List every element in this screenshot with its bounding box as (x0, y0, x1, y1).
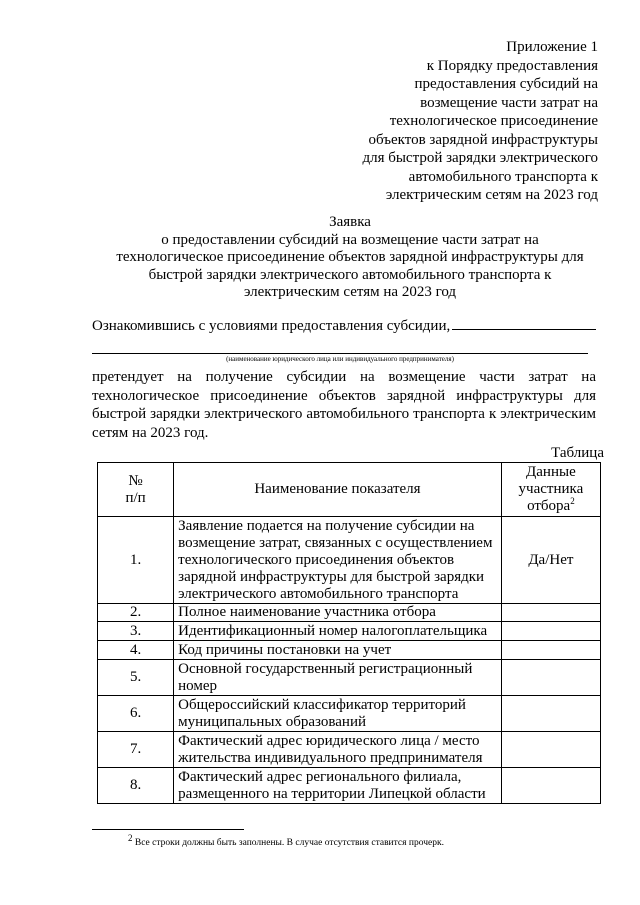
applicant-name-blank-line[interactable] (92, 353, 588, 354)
row-indicator: Фактический адрес регионального филиала, размещенного на территории Липецкой области (174, 768, 502, 804)
table-row (98, 641, 601, 660)
appendix-line: для быстрой зарядки электрического (362, 150, 598, 166)
row-value[interactable] (501, 660, 600, 696)
header-participant-data-text: Данные участника отбора (518, 464, 584, 514)
row-indicator: Основной государственный регистрационный номер (174, 660, 502, 696)
row-value[interactable] (501, 732, 600, 768)
row-value[interactable] (501, 622, 600, 641)
row-value[interactable] (501, 641, 600, 660)
heading-line: о предоставлении субсидий на возмещение части затрат на (161, 231, 539, 248)
row-indicator: Заявление подается на получение субсидии на возмещение затрат, связанных с осуществлением технологического присоединения объектов зарядной инфраструктуры для быстрой зарядки электрического автомобильного транспорта (174, 517, 502, 604)
table-caption: Таблица (551, 445, 604, 461)
footnote-ref: 2 (570, 496, 575, 506)
appendix-line: к Порядку предоставления (426, 57, 598, 74)
table-header-row (98, 463, 601, 517)
appendix-line: электрическим сетям на 2023 год (385, 187, 598, 203)
table-row (98, 696, 601, 732)
row-number: 1. (98, 517, 174, 604)
body-paragraph: претендует на получение субсидии на возмещение части затрат на технологическое присоединение объектов зарядной инфраструктуры для быстрой зарядки электрического автомобильного транспорта к электрическим сетям на 2023 год. (92, 369, 596, 441)
footnote-separator (92, 829, 244, 830)
row-indicator: Полное наименование участника отбора (174, 604, 502, 622)
table-row (98, 660, 601, 696)
table-row (98, 622, 601, 641)
table-row (98, 517, 601, 604)
row-number: 6. (98, 696, 174, 732)
appendix-line: автомобильного транспорта к (408, 168, 598, 185)
row-number: 5. (98, 660, 174, 696)
table-row (98, 768, 601, 804)
row-value[interactable] (501, 696, 600, 732)
row-number: 7. (98, 732, 174, 768)
applicant-name-blank[interactable] (452, 314, 596, 330)
header-indicator-name: Наименование показателя (174, 463, 502, 517)
appendix-block (298, 38, 598, 205)
row-value[interactable]: Да/Нет (501, 517, 600, 604)
row-indicator: Общероссийский классификатор территорий муниципальных образований (174, 696, 502, 732)
header-number-line1: № (128, 472, 143, 489)
row-number: 2. (98, 604, 174, 622)
row-value[interactable] (501, 768, 600, 804)
footnote-text: Все строки должны быть заполнены. В случае отсутствия ставится прочерк. (132, 838, 444, 849)
document-heading (92, 214, 608, 302)
heading-line: технологическое присоединение объектов зарядной инфраструктуры для (116, 249, 584, 265)
heading-line: быстрой зарядки электрического автомобильного транспорта к (148, 266, 552, 283)
row-indicator: Фактический адрес юридического лица / место жительства индивидуального предпринимателя (174, 732, 502, 768)
header-participant-data (501, 463, 600, 517)
row-number: 8. (98, 768, 174, 804)
heading-line: Заявка (329, 214, 371, 230)
appendix-line: объектов зарядной инфраструктуры (368, 131, 598, 148)
intro-text: Ознакомившись с условиями предоставления субсидии, (92, 318, 451, 334)
header-number (98, 463, 174, 517)
indicators-table (97, 462, 601, 804)
row-number: 4. (98, 641, 174, 660)
table-row (98, 604, 601, 622)
appendix-line: возмещение части затрат на (420, 94, 598, 111)
footnote (128, 833, 444, 849)
appendix-line: предоставления субсидий на (414, 76, 598, 92)
intro-line (92, 314, 596, 335)
footnote-mark: 2 (128, 833, 133, 843)
header-number-line2: п/п (125, 489, 146, 506)
row-indicator: Код причины постановки на учет (174, 641, 502, 660)
table-row (98, 732, 601, 768)
row-value[interactable] (501, 604, 600, 622)
appendix-line: технологическое присоединение (389, 113, 598, 129)
appendix-line: Приложение 1 (506, 39, 598, 55)
heading-line: электрическим сетям на 2023 год (243, 284, 457, 300)
row-indicator: Идентификационный номер налогоплательщика (174, 622, 502, 641)
row-number: 3. (98, 622, 174, 641)
applicant-name-caption: (наименование юридического лица или индивидуального предпринимателя) (226, 355, 454, 363)
